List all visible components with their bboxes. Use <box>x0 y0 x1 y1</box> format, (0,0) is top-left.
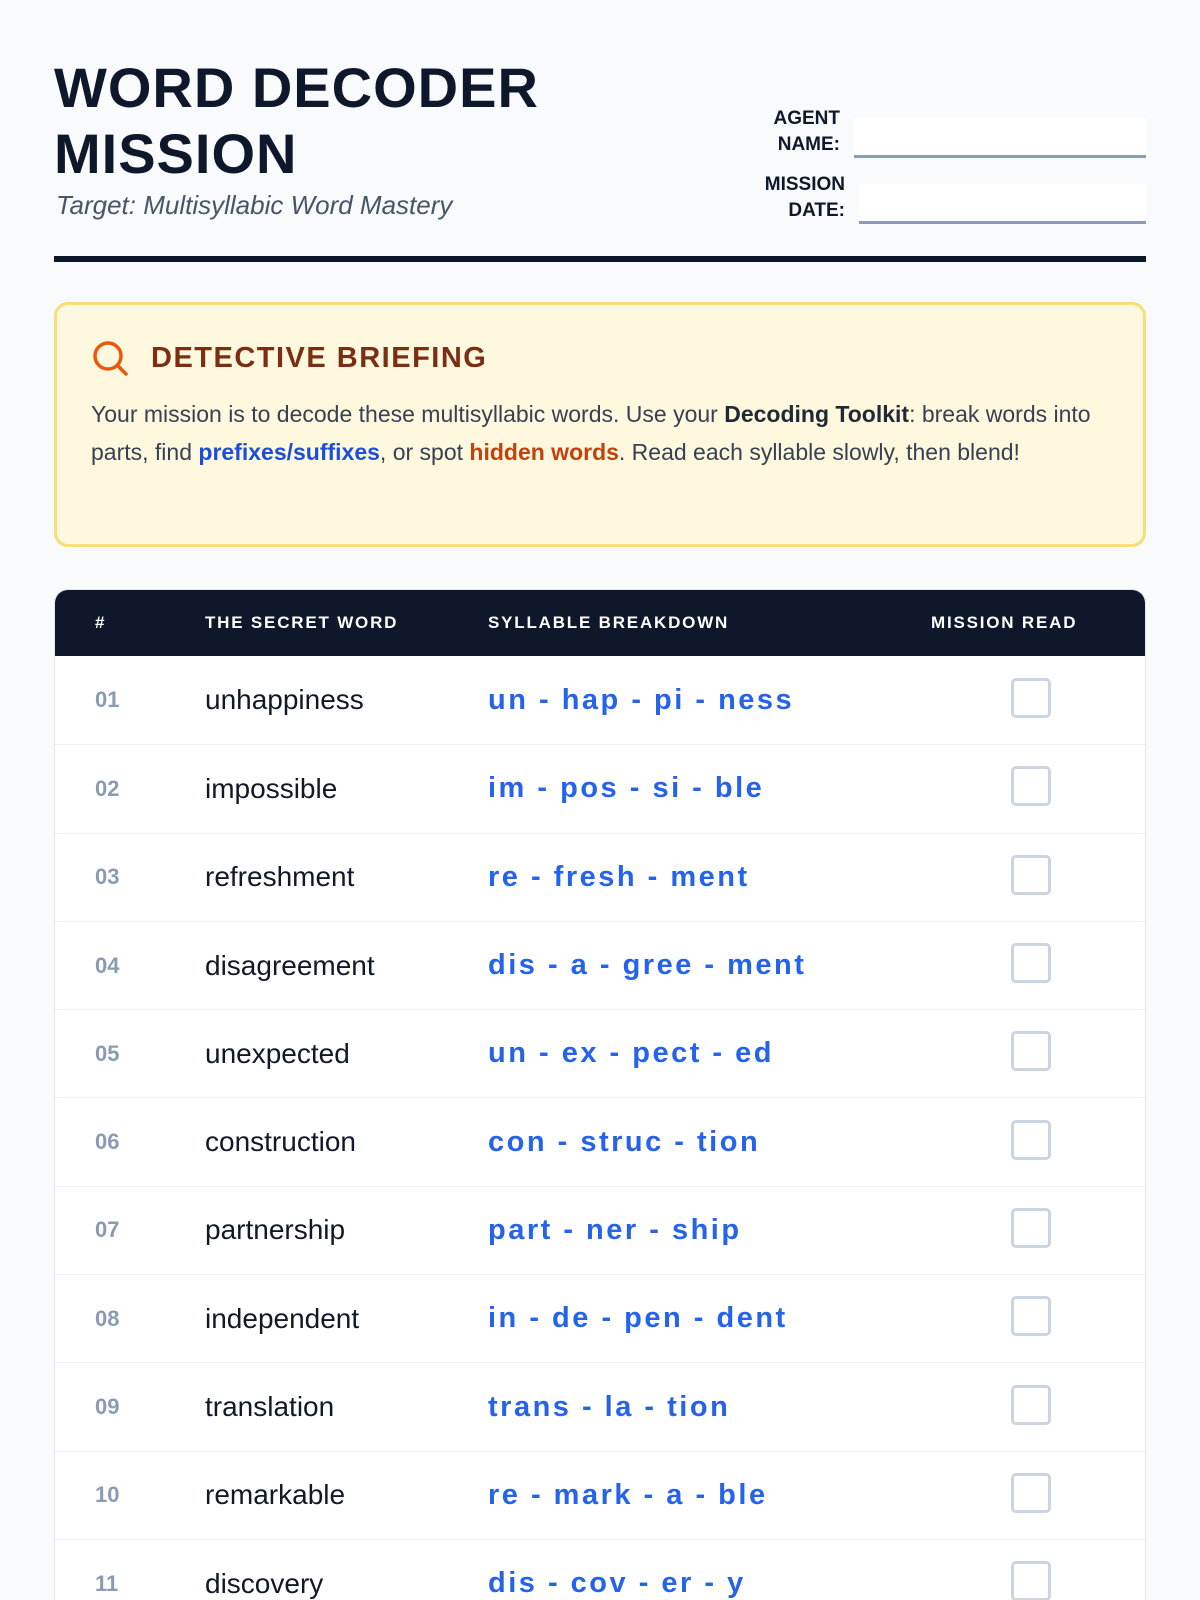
secret-word: refreshment <box>205 861 355 893</box>
table-row <box>55 1186 1145 1274</box>
briefing-title: DETECTIVE BRIEFING <box>151 341 488 374</box>
row-number: 09 <box>95 1394 120 1420</box>
row-number: 08 <box>95 1305 120 1331</box>
briefing-text <box>91 395 1109 471</box>
table-row <box>55 1009 1145 1097</box>
mission-read-cell <box>908 855 1145 900</box>
mission-read-cell <box>908 1120 1145 1165</box>
table-row <box>55 744 1145 832</box>
mission-read-checkbox[interactable] <box>1011 766 1051 806</box>
column-header-number: # <box>95 613 107 632</box>
mission-read-checkbox[interactable] <box>1011 1208 1051 1248</box>
page-subtitle: Target: Multisyllabic Word Mastery <box>56 190 453 220</box>
secret-word: construction <box>205 1126 356 1158</box>
row-number: 01 <box>95 687 120 713</box>
row-number: 07 <box>95 1217 120 1243</box>
table-row <box>55 656 1145 744</box>
agent-name-field-group <box>740 106 1146 158</box>
column-header-read: MISSION READ <box>931 613 1078 632</box>
syllable-breakdown: dis - cov - er - y <box>488 1567 746 1600</box>
secret-word: unexpected <box>205 1037 350 1069</box>
hidden-words-highlight: hidden words <box>469 439 619 465</box>
table-row <box>55 921 1145 1009</box>
mission-read-cell <box>908 943 1145 988</box>
agent-name-field[interactable] <box>854 118 1146 158</box>
mission-read-cell <box>908 678 1145 723</box>
column-header-word: THE SECRET WORD <box>205 613 399 632</box>
briefing-header <box>91 339 1109 377</box>
prefixes-suffixes-highlight: prefixes/suffixes <box>198 439 380 465</box>
table-row <box>55 1451 1145 1539</box>
detective-briefing <box>54 302 1146 547</box>
mission-read-checkbox[interactable] <box>1011 1473 1051 1513</box>
secret-word: independent <box>205 1302 360 1334</box>
briefing-text-part: . Read each syllable slowly, then blend! <box>618 439 1020 465</box>
mission-read-checkbox[interactable] <box>1011 1120 1051 1160</box>
table-row <box>55 833 1145 921</box>
mission-read-checkbox[interactable] <box>1011 1561 1051 1600</box>
row-number: 11 <box>95 1570 119 1596</box>
syllable-breakdown: un - hap - pi - ness <box>488 683 795 716</box>
syllable-breakdown: con - struc - tion <box>488 1125 761 1158</box>
mission-read-checkbox[interactable] <box>1011 855 1051 895</box>
mission-read-cell <box>908 1561 1145 1600</box>
syllable-breakdown: un - ex - pect - ed <box>488 1037 774 1070</box>
syllable-breakdown: im - pos - si - ble <box>488 772 765 805</box>
row-number: 02 <box>95 775 120 801</box>
mission-read-cell <box>908 1473 1145 1518</box>
mission-read-checkbox[interactable] <box>1011 678 1051 718</box>
mission-read-checkbox[interactable] <box>1011 1031 1051 1071</box>
mission-date-field-group <box>745 172 1146 224</box>
syllable-breakdown: re - fresh - ment <box>488 860 750 893</box>
mission-read-checkbox[interactable] <box>1011 1385 1051 1425</box>
table-row <box>55 1362 1145 1450</box>
syllable-breakdown: trans - la - tion <box>488 1390 731 1423</box>
column-header-syllables: SYLLABLE BREAKDOWN <box>488 613 730 632</box>
syllable-breakdown: dis - a - gree - ment <box>488 949 807 982</box>
page-title: WORD DECODER MISSION <box>54 56 539 185</box>
secret-word: discovery <box>205 1567 324 1599</box>
secret-word: remarkable <box>205 1479 346 1511</box>
word-table <box>54 589 1146 1600</box>
row-number: 10 <box>95 1482 120 1508</box>
row-number: 03 <box>95 864 120 890</box>
syllable-breakdown: in - de - pen - dent <box>488 1302 788 1335</box>
secret-word: disagreement <box>205 949 375 981</box>
mission-read-cell <box>908 766 1145 811</box>
table-row <box>55 1097 1145 1185</box>
mission-read-cell <box>908 1208 1145 1253</box>
header <box>54 0 1146 262</box>
syllable-breakdown: part - ner - ship <box>488 1213 742 1246</box>
briefing-text-part: Your mission is to decode these multisyllabic words. Use your <box>91 401 725 427</box>
briefing-text-part: : break words into parts, find <box>91 401 1091 465</box>
secret-word: translation <box>205 1391 335 1423</box>
mission-read-cell <box>908 1385 1145 1430</box>
row-number: 05 <box>95 1040 120 1066</box>
table-body <box>55 656 1145 1600</box>
mission-date-field[interactable] <box>859 184 1146 224</box>
table-row <box>55 1539 1145 1600</box>
mission-date-label: MISSION DATE: <box>764 174 845 221</box>
mission-read-checkbox[interactable] <box>1011 1296 1051 1336</box>
table-header <box>55 590 1145 656</box>
decoding-toolkit-highlight: Decoding Toolkit <box>724 401 910 427</box>
agent-name-label: AGENT NAME: <box>773 108 840 155</box>
table-row <box>55 1274 1145 1362</box>
mission-read-cell <box>908 1031 1145 1076</box>
secret-word: partnership <box>205 1214 346 1246</box>
mission-read-cell <box>908 1296 1145 1341</box>
row-number: 06 <box>95 1129 120 1155</box>
mission-read-checkbox[interactable] <box>1011 943 1051 983</box>
briefing-text-part: , or spot <box>379 439 470 465</box>
row-number: 04 <box>95 952 120 978</box>
secret-word: unhappiness <box>205 684 364 716</box>
search-icon <box>91 339 129 377</box>
secret-word: impossible <box>205 772 338 804</box>
syllable-breakdown: re - mark - a - ble <box>488 1478 768 1511</box>
